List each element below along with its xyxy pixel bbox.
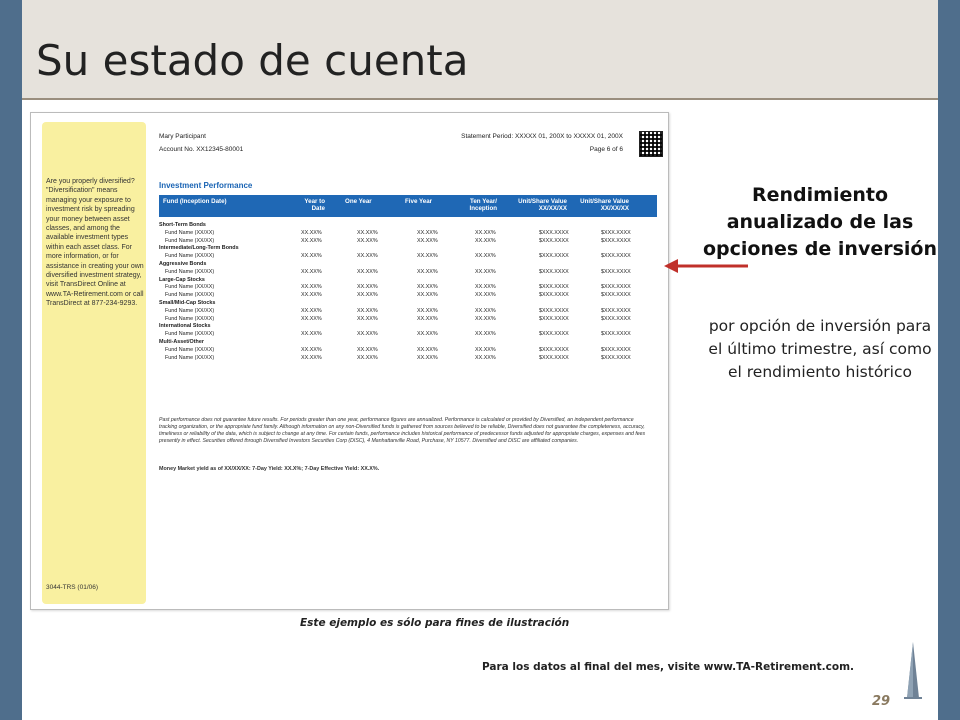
col-five-year: Five Year xyxy=(405,198,433,205)
unit-value-1: $XXX.XXXX xyxy=(539,331,569,338)
one-year-value: XX.XX% xyxy=(357,268,378,275)
five-year-value: XX.XX% xyxy=(417,268,438,275)
table-row xyxy=(159,269,657,277)
unit-value-2: $XXX.XXXX xyxy=(601,284,631,291)
disclaimer: Past performance does not guarantee future results. For periods greater than one year, performance figures are annualized. Performance is calculated or provided by Diversified, an independent performance tracking organization, or the appropriate fund family. Although information on any non-Diversified funds is gathered from sources believed to be reliable, Diversified does not guarantee the completeness, accuracy, timeliness or reliability of the data, which is subject to change at any time. For certain funds, performance includes historical performance of predecessor funds adjusted for appropriate charges, expenses and fees presently in effect. Securities offered through Diversified Investors Securities Corp (DISC), 4 Manhattanville Road, Purchase, NY 10577. Diversified and DISC are affiliated companies. xyxy=(159,417,646,444)
ytd-value: XX.XX% xyxy=(301,237,322,244)
sidebar-text: Are you properly diversified? "Diversification" means managing your exposure to investment risk by spreading your money between asset classes, and among the available investment types within each asset class. For more information, or for assistance in creating your own diversified investment strategy, visit TransDirect Online at www.TA-Retirement.com or call TransDirect at 877-234-9293. xyxy=(46,178,144,308)
category-label: International Stocks xyxy=(159,323,211,330)
unit-value-2: $XXX.XXXX xyxy=(601,229,631,236)
fund-name: Fund Name (XX/XX) xyxy=(165,331,215,338)
section-title: Investment Performance xyxy=(159,181,253,190)
category-label: Short-Term Bonds xyxy=(159,222,206,228)
one-year-value: XX.XX% xyxy=(357,253,378,260)
five-year-value: XX.XX% xyxy=(417,229,438,236)
participant-name: Mary Participant xyxy=(159,133,206,140)
five-year-value: XX.XX% xyxy=(417,253,438,260)
money-market-yield: Money Market yield as of XX/XX/XX: 7-Day Yield: XX.X%; 7-Day Effective Yield: XX.X%. xyxy=(159,466,380,472)
unit-value-1: $XXX.XXXX xyxy=(539,284,569,291)
table-category-row xyxy=(159,222,657,230)
table-row xyxy=(159,308,657,316)
table-category-row xyxy=(159,323,657,331)
category-label: Large-Cap Stocks xyxy=(159,276,205,283)
ten-year-value: XX.XX% xyxy=(475,268,496,275)
footer-note: Para los datos al final del mes, visite www.TA-Retirement.com. xyxy=(482,661,855,673)
col-unit-value-2: Unit/Share Value XX/XX/XX xyxy=(580,198,629,212)
fund-name: Fund Name (XX/XX) xyxy=(165,268,215,275)
ytd-value: XX.XX% xyxy=(301,253,322,260)
table-category-row xyxy=(159,245,657,253)
table-row xyxy=(159,292,657,300)
fund-name: Fund Name (XX/XX) xyxy=(165,292,215,299)
ten-year-value: XX.XX% xyxy=(475,253,496,260)
unit-value-2: $XXX.XXXX xyxy=(601,292,631,299)
table-row xyxy=(159,253,657,261)
statement-body xyxy=(159,133,657,472)
unit-value-1: $XXX.XXXX xyxy=(539,307,569,314)
category-label: Small/Mid-Cap Stocks xyxy=(159,299,216,306)
diversification-sidebar xyxy=(42,122,146,604)
one-year-value: XX.XX% xyxy=(357,307,378,314)
table-row xyxy=(159,355,657,363)
one-year-value: XX.XX% xyxy=(357,292,378,299)
unit-value-2: $XXX.XXXX xyxy=(601,354,631,361)
five-year-value: XX.XX% xyxy=(417,292,438,299)
table-row xyxy=(159,316,657,324)
callout-heading: Rendimiento anualizado de las opciones de inversión xyxy=(702,184,937,260)
unit-value-1: $XXX.XXXX xyxy=(539,237,569,244)
unit-value-1: $XXX.XXXX xyxy=(539,292,569,299)
ytd-value: XX.XX% xyxy=(301,292,322,299)
table-row xyxy=(159,284,657,292)
fund-name: Fund Name (XX/XX) xyxy=(165,229,215,236)
five-year-value: XX.XX% xyxy=(417,315,438,322)
five-year-value: XX.XX% xyxy=(417,307,438,314)
ten-year-value: XX.XX% xyxy=(475,346,496,353)
ten-year-value: XX.XX% xyxy=(475,237,496,244)
unit-value-2: $XXX.XXXX xyxy=(601,307,631,314)
fund-name: Fund Name (XX/XX) xyxy=(165,307,215,314)
table-category-row xyxy=(159,300,657,308)
unit-value-1: $XXX.XXXX xyxy=(539,253,569,260)
unit-value-1: $XXX.XXXX xyxy=(539,354,569,361)
ytd-value: XX.XX% xyxy=(301,229,322,236)
unit-value-1: $XXX.XXXX xyxy=(539,229,569,236)
ten-year-value: XX.XX% xyxy=(475,284,496,291)
five-year-value: XX.XX% xyxy=(417,346,438,353)
ten-year-value: XX.XX% xyxy=(475,229,496,236)
fund-name: Fund Name (XX/XX) xyxy=(165,253,215,260)
col-unit-value-1: Unit/Share Value XX/XX/XX xyxy=(518,198,567,212)
fund-name: Fund Name (XX/XX) xyxy=(165,354,215,361)
unit-value-1: $XXX.XXXX xyxy=(539,268,569,275)
ytd-value: XX.XX% xyxy=(301,331,322,338)
col-ytd: Year to Date xyxy=(304,198,325,212)
ytd-value: XX.XX% xyxy=(301,307,322,314)
ten-year-value: XX.XX% xyxy=(475,307,496,314)
fund-name: Fund Name (XX/XX) xyxy=(165,284,215,291)
five-year-value: XX.XX% xyxy=(417,331,438,338)
table-category-row xyxy=(159,261,657,269)
col-one-year: One Year xyxy=(345,198,372,205)
unit-value-2: $XXX.XXXX xyxy=(601,331,631,338)
page-indicator: Page 6 of 6 xyxy=(589,146,623,153)
five-year-value: XX.XX% xyxy=(417,284,438,291)
ten-year-value: XX.XX% xyxy=(475,331,496,338)
table-category-row xyxy=(159,277,657,285)
slide-title: Su estado de cuenta xyxy=(36,36,469,85)
table-category-row xyxy=(159,339,657,347)
unit-value-2: $XXX.XXXX xyxy=(601,315,631,322)
five-year-value: XX.XX% xyxy=(417,354,438,361)
ytd-value: XX.XX% xyxy=(301,346,322,353)
category-label: Multi-Asset/Other xyxy=(159,338,204,345)
unit-value-1: $XXX.XXXX xyxy=(539,315,569,322)
performance-table xyxy=(159,222,657,362)
table-row xyxy=(159,230,657,238)
unit-value-2: $XXX.XXXX xyxy=(601,237,631,244)
unit-value-2: $XXX.XXXX xyxy=(601,346,631,353)
table-row xyxy=(159,347,657,355)
one-year-value: XX.XX% xyxy=(357,284,378,291)
slide xyxy=(22,0,938,720)
category-label: Aggressive Bonds xyxy=(159,260,207,267)
ten-year-value: XX.XX% xyxy=(475,292,496,299)
one-year-value: XX.XX% xyxy=(357,346,378,353)
ytd-value: XX.XX% xyxy=(301,315,322,322)
fund-name: Fund Name (XX/XX) xyxy=(165,346,215,353)
ten-year-value: XX.XX% xyxy=(475,354,496,361)
one-year-value: XX.XX% xyxy=(357,331,378,338)
five-year-value: XX.XX% xyxy=(417,237,438,244)
account-number: Account No. XX12345-80001 xyxy=(159,146,244,153)
ytd-value: XX.XX% xyxy=(301,268,322,275)
title-band xyxy=(22,0,938,100)
one-year-value: XX.XX% xyxy=(357,237,378,244)
one-year-value: XX.XX% xyxy=(357,354,378,361)
fund-name: Fund Name (XX/XX) xyxy=(165,315,215,322)
col-fund: Fund (Inception Date) xyxy=(163,198,227,205)
ytd-value: XX.XX% xyxy=(301,284,322,291)
table-row xyxy=(159,331,657,339)
form-code: 3044-TRS (01/06) xyxy=(46,584,99,591)
unit-value-1: $XXX.XXXX xyxy=(539,346,569,353)
unit-value-2: $XXX.XXXX xyxy=(601,253,631,260)
callout-body: por opción de inversión para el último trimestre, así como el rendimiento histórico xyxy=(708,317,932,381)
fund-name: Fund Name (XX/XX) xyxy=(165,237,215,244)
qr-code-icon xyxy=(639,131,663,157)
one-year-value: XX.XX% xyxy=(357,315,378,322)
pyramid-logo-icon xyxy=(902,640,924,700)
unit-value-2: $XXX.XXXX xyxy=(601,268,631,275)
ytd-value: XX.XX% xyxy=(301,354,322,361)
table-header xyxy=(159,195,657,217)
page-number: 29 xyxy=(872,694,891,709)
statement-sample-image xyxy=(30,112,669,610)
category-label: Intermediate/Long-Term Bonds xyxy=(159,245,239,252)
ten-year-value: XX.XX% xyxy=(475,315,496,322)
col-ten-year: Ten Year/ Inception xyxy=(469,198,497,212)
statement-period: Statement Period: XXXXX 01, 200X to XXXXX 01, 200X xyxy=(461,133,623,140)
illustration-caption: Este ejemplo es sólo para fines de ilustración xyxy=(300,617,570,629)
table-row xyxy=(159,238,657,246)
one-year-value: XX.XX% xyxy=(357,229,378,236)
